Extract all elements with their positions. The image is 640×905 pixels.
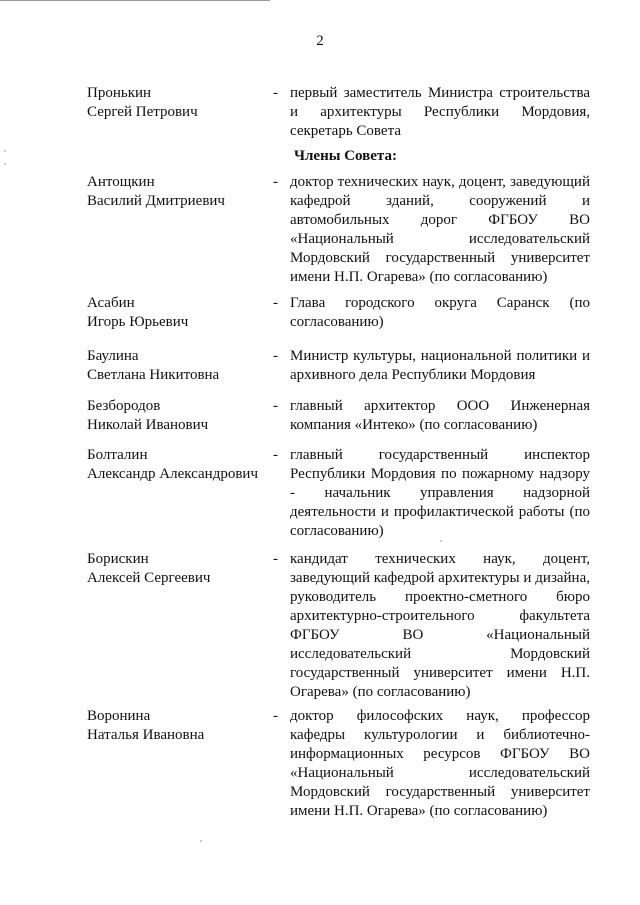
dash-separator: - [273,708,278,724]
person-name [87,397,277,435]
scan-speck [4,163,6,165]
position-description: Глава городского округа Саранск (по согласованию) [290,295,590,330]
given-names: Игорь Юрьевич [87,314,189,330]
person-name [87,173,277,211]
given-names: Алексей Сергеевич [87,570,211,586]
given-names: Светлана Никитовна [87,367,220,383]
given-names: Сергей Петрович [87,104,198,120]
dash-separator: - [273,295,278,311]
surname: Воронина [87,708,151,724]
top-rule [0,0,270,1]
page-number: 2 [316,33,324,49]
surname: Болталин [87,447,148,463]
section-heading: Члены Совета: [294,148,397,164]
given-names: Николай Иванович [87,417,209,433]
person-name [87,446,277,484]
dash-separator: - [273,348,278,364]
given-names: Василий Дмитриевич [87,193,225,209]
position-description: главный государственный инспектор Республики Мордовия по пожарному надзору - начальник управления надзорной деятельности и профилактической работы (по согласованию) [290,447,590,539]
dash-separator: - [273,551,278,567]
person-name [87,707,277,745]
given-names: Александр Александрович [87,466,258,482]
surname: Борискин [87,551,149,567]
surname: Пронькин [87,85,152,101]
position-description: первый заместитель Министра строительства и архитектуры Республики Мордовия, секретарь Совета [290,85,590,139]
person-name [87,347,277,385]
scan-speck [200,840,202,842]
person-name [87,84,277,122]
position-description: Министр культуры, национальной политики и архивного дела Республики Мордовия [290,348,590,383]
dash-separator: - [273,174,278,190]
dash-separator: - [273,85,278,101]
dash-separator: - [273,447,278,463]
person-name [87,550,277,588]
position-description: главный архитектор ООО Инженерная компания «Интеко» (по согласованию) [290,398,590,433]
scan-speck [4,150,6,152]
given-names: Наталья Ивановна [87,727,205,743]
surname: Асабин [87,295,135,311]
scan-speck [440,540,442,542]
position-description: доктор технических наук, доцент, заведующий кафедрой зданий, сооружений и автомобильных дорог ФГБОУ ВО «Национальный исследовательский Мордовский государственный университет имени Н.П. Огарева» (по согласованию) [290,174,590,285]
dash-separator: - [273,398,278,414]
position-description: доктор философских наук, профессор кафедры культурологии и библиотечно-информационных ресурсов ФГБОУ ВО «Национальный исследовательский Мордовский государственный университет имени Н.П. Огарева» (по согласованию) [290,708,590,819]
surname: Безбородов [87,398,161,414]
surname: Баулина [87,348,139,364]
person-name [87,294,277,332]
position-description: кандидат технических наук, доцент, заведующий кафедрой архитектуры и дизайна, руководитель проектно-сметного бюро архитектурно-строительного факультета ФГБОУ ВО «Национальный исследовательский Мордовский государственный университет имени Н.П. Огарева» (по согласованию) [290,551,590,700]
surname: Антощкин [87,174,155,190]
